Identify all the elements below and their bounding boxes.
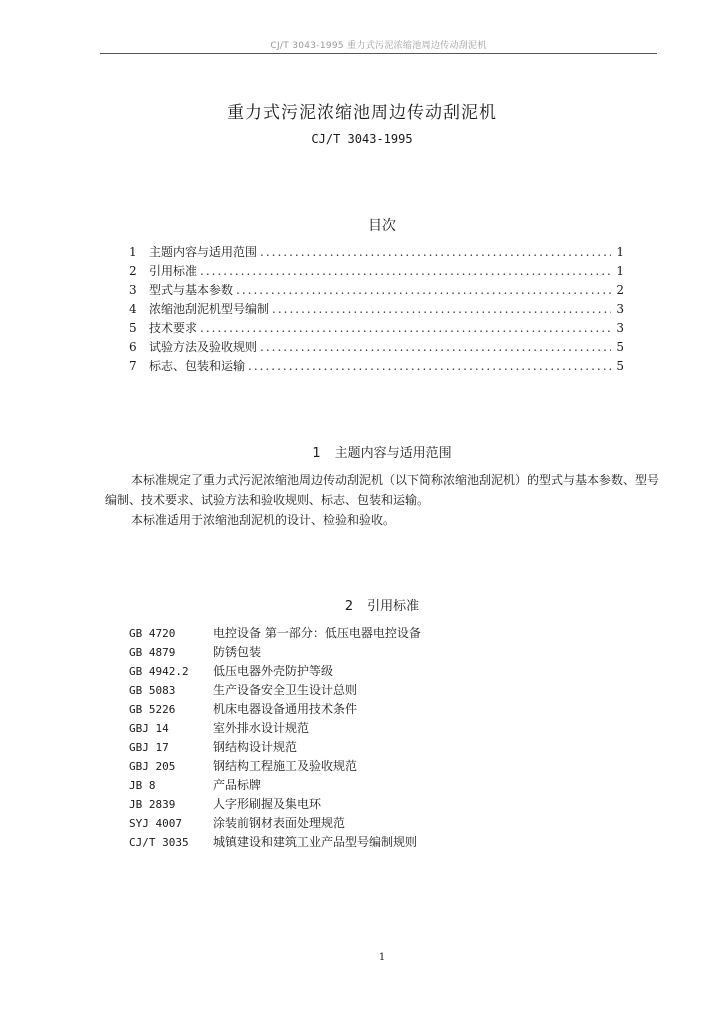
running-header: CJ/T 3043-1995 重力式污泥浓缩池周边传动刮泥机: [270, 41, 487, 51]
reference-item: [129, 776, 589, 795]
toc-leader-dots: [200, 262, 611, 281]
reference-code: GB 5226: [129, 703, 176, 716]
document-title: 重力式污泥浓缩池周边传动刮泥机: [227, 103, 497, 123]
reference-item: [129, 662, 589, 681]
toc-entry[interactable]: [129, 319, 624, 338]
reference-item: [129, 738, 589, 757]
toc-entry-number: 2: [129, 264, 137, 278]
page-number: 1: [378, 952, 386, 963]
reference-code: GBJ 17: [129, 741, 169, 754]
toc-entry-page: 5: [616, 340, 624, 354]
toc-entry-number: 1: [129, 245, 137, 259]
toc-entry-label: 主题内容与适用范围: [149, 245, 258, 259]
reference-title: 钢结构工程施工及验收规范: [213, 759, 358, 773]
reference-item: [129, 814, 589, 833]
reference-title: 涂装前钢材表面处理规范: [213, 816, 346, 830]
toc-entry-page: 3: [616, 321, 624, 335]
toc-entry[interactable]: [129, 338, 624, 357]
toc-entry-label: 技术要求: [149, 321, 198, 335]
reference-title: 钢结构设计规范: [213, 740, 298, 754]
reference-item: [129, 643, 589, 662]
section-2-number: 2: [344, 599, 354, 614]
referenced-standards-list: [129, 624, 589, 852]
reference-title: 生产设备安全卫生设计总则: [213, 683, 358, 697]
reference-code: GBJ 14: [129, 722, 169, 735]
toc-entry-label: 标志、包装和运输: [149, 359, 246, 373]
toc-leader-dots: [200, 319, 611, 338]
reference-code: JB 2839: [129, 798, 176, 811]
toc-entry[interactable]: [129, 243, 624, 262]
reference-title: 产品标牌: [213, 778, 262, 792]
reference-item: [129, 624, 589, 643]
toc-entry[interactable]: [129, 281, 624, 300]
reference-code: GB 4720: [129, 627, 176, 640]
reference-code: GBJ 205: [129, 760, 176, 773]
toc-entry-page: 3: [616, 302, 624, 316]
reference-title: 机床电器设备通用技术条件: [213, 702, 358, 716]
toc-entry-page: 1: [616, 245, 624, 259]
toc-entry-number: 4: [129, 302, 137, 316]
reference-code: JB 8: [129, 779, 156, 792]
table-of-contents: [129, 243, 624, 376]
reference-title: 电控设备 第一部分：低压电器电控设备: [213, 626, 421, 640]
reference-title: 城镇建设和建筑工业产品型号编制规则: [213, 835, 418, 849]
reference-code: GB 4942.2: [129, 665, 189, 678]
section-1-paragraph-1: 本标准规定了重力式污泥浓缩池周边传动刮泥机（以下简称浓缩池刮泥机）的型式与基本参数、型号编制、技术要求、试验方法和验收规则、标志、包装和运输。: [105, 473, 660, 507]
section-1-title: 主题内容与适用范围: [334, 446, 452, 461]
reference-code: GB 4879: [129, 646, 176, 659]
reference-item: [129, 700, 589, 719]
toc-leader-dots: [260, 243, 611, 262]
toc-entry-page: 5: [616, 359, 624, 373]
reference-item: [129, 757, 589, 776]
toc-entry-number: 5: [129, 321, 137, 335]
toc-entry-number: 7: [129, 359, 137, 373]
section-1-number: 1: [312, 446, 321, 461]
section-1-paragraph-2: 本标准适用于浓缩池刮泥机的设计、检验和验收。: [131, 513, 396, 527]
reference-item: [129, 795, 589, 814]
toc-leader-dots: [272, 300, 611, 319]
toc-leader-dots: [248, 357, 611, 376]
reference-code: GB 5083: [129, 684, 176, 697]
section-1-heading: [0, 442, 724, 461]
toc-entry[interactable]: [129, 357, 624, 376]
section-2-title: 引用标准: [367, 599, 420, 614]
section-2-heading: [0, 595, 724, 614]
toc-leader-dots: [236, 281, 611, 300]
reference-title: 防锈包装: [213, 645, 262, 659]
toc-entry-label: 浓缩池刮泥机型号编制: [149, 302, 270, 316]
toc-entry-label: 试验方法及验收规则: [149, 340, 258, 354]
toc-entry[interactable]: [129, 300, 624, 319]
reference-item: [129, 681, 589, 700]
toc-entry-page: 1: [616, 264, 624, 278]
toc-entry-number: 6: [129, 340, 137, 354]
toc-heading: 目次: [368, 218, 396, 234]
toc-leader-dots: [260, 338, 611, 357]
toc-entry[interactable]: [129, 262, 624, 281]
reference-title: 低压电器外壳防护等级: [213, 664, 334, 678]
reference-title: 室外排水设计规范: [213, 721, 310, 735]
toc-entry-page: 2: [616, 283, 624, 297]
standard-code: CJ/T 3043-1995: [311, 132, 413, 146]
toc-entry-label: 引用标准: [149, 264, 198, 278]
reference-code: SYJ 4007: [129, 817, 182, 830]
reference-title: 人字形刷握及集电环: [213, 797, 322, 811]
reference-code: CJ/T 3035: [129, 836, 189, 849]
toc-entry-label: 型式与基本参数: [149, 283, 234, 297]
reference-item: [129, 719, 589, 738]
toc-entry-number: 3: [129, 283, 137, 297]
reference-item: [129, 833, 589, 852]
header-rule: [100, 53, 657, 54]
